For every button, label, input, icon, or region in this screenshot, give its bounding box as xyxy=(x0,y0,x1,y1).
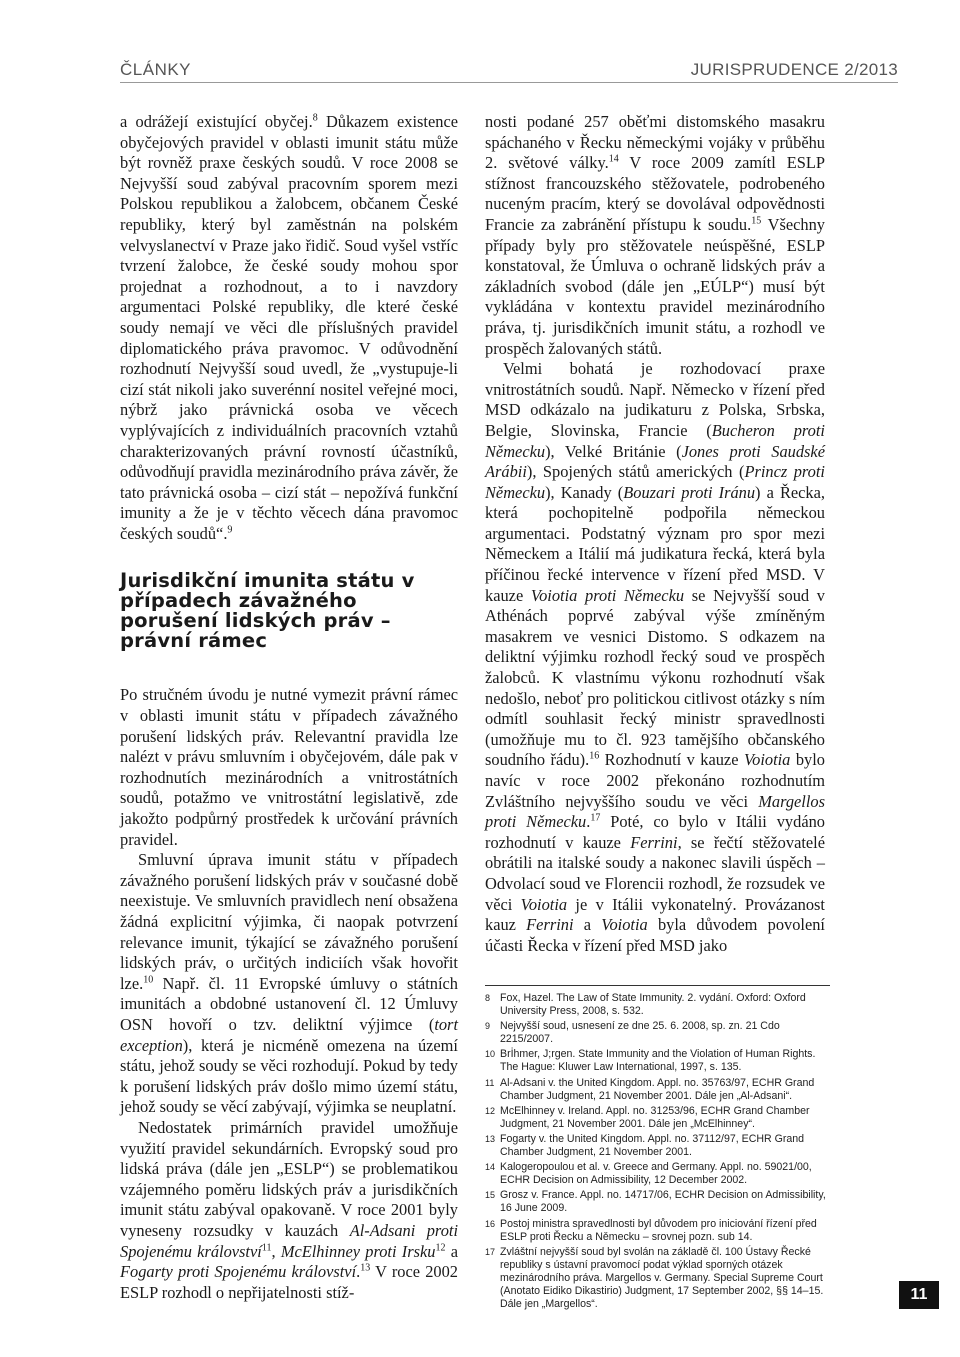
footnote-ref[interactable]: 11 xyxy=(261,1242,272,1254)
paragraph: Po stručném úvodu je nutné vymezit právní rámec v oblasti imunit státu v případech závažného porušení lidských práv. Relevantní pravidla lze nalézt v právu smluvním i obyčejovém, dále pak v rozhodnutích mezinárodních a vnitrostátních soudů, potažmo ve vnitrostátní legislativě, zde jakožto podpůrný prostředek k určování právních pravidel. xyxy=(120,685,458,849)
footnote xyxy=(485,1161,830,1187)
footnote-number: 10 xyxy=(485,1049,496,1060)
paragraph: nosti podané 257 oběťmi distomského masakru spáchaného v Řecku německými vojáky v průběhu 2. světové války.$^{14}$ V roce 2009 zamítl ESLP stížnost francouzského stěžovatele, podrobeného nuceným pracím, který se dovolával odpovědnosti Francie za zabránění přístupu k soudu.$^{15}$ Všechny případy byly pro stěžovatele neúspěšné, ESLP konstatoval, že Úmluva o ochraně lidských práv a základních svobod (dále jen „EÚLP“) musí být vykládána v kontextu pravidel mezinárodního práva, tj. jurisdikčních imunit státu, a rozhodl ve prospěch žalovaných států. xyxy=(485,112,826,358)
paragraph: Velmi bohatá je rozhodovací praxe vnitrostátních soudů. Např. Německo v řízení před MSD odkázalo na judikaturu z Polska, Srbska, Belgie, Slovinska, Francie (Bucheron proti Německu), Velké Británie (Jones proti Saudské Arábii), Spojených států amerických (Princz proti Německu), Kanady (Bouzari proti Iránu) a Řecka, která pochopitelně podpořila německou argumentaci. Podstatný význam pro spor mezi Německem a Itálií má judikatura řecká, která byla příčinou řecké intervence v řízení před MSD. V kauze Voiotia proti Německu se Nejvyšší soud v Athénách poprvé zabýval výše zmíněným masakrem ve vesnici Distomo. S odkazem na deliktní výjimku rozhodl řecký soud ve prospěch žalobců. K vlastnímu výkonu rozhodnutí však nedošlo, neboť pro politickou citlivost otázky s ním odmítl souhlasit řecký ministr spravedlnosti (umožňuje mu to čl. 923 tamějšího občanského soudního řádu).$^{16}$ Rozhodnutí v kauze Voiotia bylo navíc v roce 2002 překonáno rozhodnutím Zvláštního nejvyššího soudu ve věci Margellos proti Německu.$^{17}$ Poté, co bylo v Itálii vydáno rozhodnutí v kauze Ferrini, se řečtí stěžovatelé obrátili na italské soudy a nakonec slavili úspěch – Odvolací soud ve Florencii rozhodl, že rozsudek ve věci Voiotia je v Itálii vykonatelný. Provázanost kauz Ferrini a Voiotia byla důvodem povolení účasti Řecka v řízení před MSD jako xyxy=(485,359,826,955)
paragraph: a odrážejí existující obyčej.$^8$ Důkazem existence obyčejových pravidel v oblasti imunit státu může být rovněž praxe českých soudů. V roce 2008 se Nejvyšší soud zabýval pracovním sporem mezi Polskou republikou a žalobcem, občanem České republiky, který byl zaměstnán na polském velvyslanectví v Praze jako řidič. Soud vyšel vstříc tvrzení žalobce, že české soudy mohou spor projednat a rozhodnout, a to i navzdory argumentaci Polské republiky, dle které české soudy nemají ve věci dle příslušných pravidel diplomatického práva pravomoc. V odůvodnění rozhodnutí Nejvyšší soud uvedl, že „vystupuje-li cizí stát nikoli jako suverénní nositel veřejné moci, nýbrž jako právnická osoba ve věcech vyplývajících z individuálních pracovních vztahů charakterizovaných právní rovností účastníků, odůvodňují pravidla mezinárodního práva závěr, že tato právnická osoba – cizí stát – nepožívá funkční imunity a že je v těchto věcech dána pravomoc českých soudů“.$^9$ xyxy=(120,112,458,543)
footnote-text: Kalogeropoulou et al. v. Greece and Germany. Appl. no. 59021/00, ECHR Decision on Admissibility, 12 December 2002. xyxy=(500,1161,812,1187)
running-header xyxy=(120,60,898,83)
section-heading: Jurisdikční imunita státu v případech závažného porušení lidských práv – právní rámec xyxy=(120,569,415,653)
footnotes xyxy=(485,985,830,1313)
footnote-ref[interactable]: 14 xyxy=(608,153,619,165)
footnote-ref[interactable]: 8 xyxy=(312,112,318,124)
footnote-number: 16 xyxy=(485,1218,496,1229)
footnote xyxy=(485,1077,830,1103)
footnote xyxy=(485,992,830,1018)
left-column xyxy=(120,112,458,1303)
section-label: ČLÁNKY xyxy=(120,60,192,79)
footnote xyxy=(485,1246,830,1311)
page-number: 11 xyxy=(899,1281,939,1309)
footnote xyxy=(485,1020,830,1046)
footnote-number: 9 xyxy=(485,1021,491,1032)
footnote-number: 12 xyxy=(485,1105,496,1116)
footnote-text: Nejvyšší soud, usnesení ze dne 25. 6. 2008, sp. zn. 21 Cdo 2215/2007. xyxy=(500,1020,780,1046)
footnote xyxy=(485,1105,830,1131)
footnote-number: 8 xyxy=(485,993,491,1003)
footnote-ref[interactable]: 17 xyxy=(590,812,601,824)
footnote-number: 11 xyxy=(485,1077,495,1088)
footnote-number: 15 xyxy=(485,1190,496,1201)
footnote-text: Fogarty v. the United Kingdom. Appl. no. 37112/97, ECHR Grand Chamber Judgment, 21 November 2001. xyxy=(500,1132,805,1159)
footnote xyxy=(485,1218,830,1244)
footnote-text: Al-Adsani v. the United Kingdom. Appl. no. 35763/97, ECHR Grand Chamber Judgment, 21 November 2001. Dále jen „Al-Adsani“. xyxy=(500,1076,815,1102)
footnote-number: 13 xyxy=(485,1133,496,1144)
footnote-text: Brİhmer, J;rgen. State Immunity and the Violation of Human Rights. The Hague: Kluwer Law International, 1997, s. 135. xyxy=(500,1048,816,1074)
paragraph: Smluvní úprava imunit státu v případech závažného porušení lidských práv v současné době neexistuje. Ve smluvních pravidlech není obsažena žádná explicitní výjimka, či naopak potvrzení relevance imunit, týkající se závažného porušení lidských práv, o určitých indiciích však hovořit lze.$^{10}$ Např. čl. 11 Evropské úmluvy o státních imunitách a obdobné ustanovení čl. 12 Úmluvy OSN hovoří o tzv. deliktní výjimce (tort exception), která je nicméně omezena na území státu, jehož soudy se věci rozhodují. Pokud by tedy k porušení lidských práv došlo mimo území státu, jehož soudy se věcí zabývají, výjimka se neuplatní. xyxy=(120,850,458,1117)
footnote-ref[interactable]: 13 xyxy=(360,1262,371,1274)
footnote-ref[interactable]: 15 xyxy=(751,215,762,227)
footnote-ref[interactable]: 12 xyxy=(435,1242,446,1254)
paragraph: Nedostatek primárních pravidel umožňuje využití pravidel sekundárních. Evropský soud pro lidská práva (dále jen „ESLP“) se problematikou vzájemného poměru lidských práv a jurisdikčních imunit státu zabýval opakovaně. V roce 2001 byly vyneseny rozsudky v kauzách Al-Adsani proti Spojenému království$^{11}$, McElhinney proti Irsku$^{12}$ a Fogarty proti Spojenému království.$^{13}$ V roce 2002 ESLP rozhodl o nepřijatelnosti stíž- xyxy=(120,1117,459,1302)
footnote-ref[interactable]: 10 xyxy=(143,974,154,986)
footnote xyxy=(485,1048,830,1074)
footnote-text: Postoj ministra spravedlnosti byl důvodem pro iniciování řízení před ESLP proti Řecku a Německu – srovnej pozn. sub 14. xyxy=(500,1217,817,1243)
footnote-ref[interactable]: 9 xyxy=(227,524,233,536)
footnote-text: Grosz v. France. Appl. no. 14717/06, ECHR Decision on Admissibility, 16 June 2009. xyxy=(500,1189,826,1215)
journal-label: JURISPRUDENCE 2/2013 xyxy=(690,60,898,79)
footnote-ref[interactable]: 16 xyxy=(589,750,600,762)
footnote-number: 14 xyxy=(485,1162,496,1173)
footnote-text: Zvláštní nejvyšší soud byl svolán na základě čl. 100 Ústavy Řecké republiky s ústavní pravomocí podat výklad sporných otázek mezinárodního práva. Margellos v. Germany. Special Supreme Court (Anotato Eidiko Dikastirio) Judgment, 17 September 2002, §§ 14–15. Dále jen „Margellos“. xyxy=(500,1245,824,1311)
footnote-text: Fox, Hazel. The Law of State Immunity. 2. vydání. Oxford: Oxford University Press, 2008, s. 532. xyxy=(500,992,806,1018)
footnote xyxy=(485,1189,830,1215)
right-column xyxy=(485,112,825,956)
footnote xyxy=(485,1133,830,1159)
footnote-text: McElhinney v. Ireland. Appl. no. 31253/96, ECHR Grand Chamber Judgment, 21 November 2001. Dále jen „McElhinney“. xyxy=(500,1104,810,1130)
footnote-number: 17 xyxy=(485,1246,496,1257)
